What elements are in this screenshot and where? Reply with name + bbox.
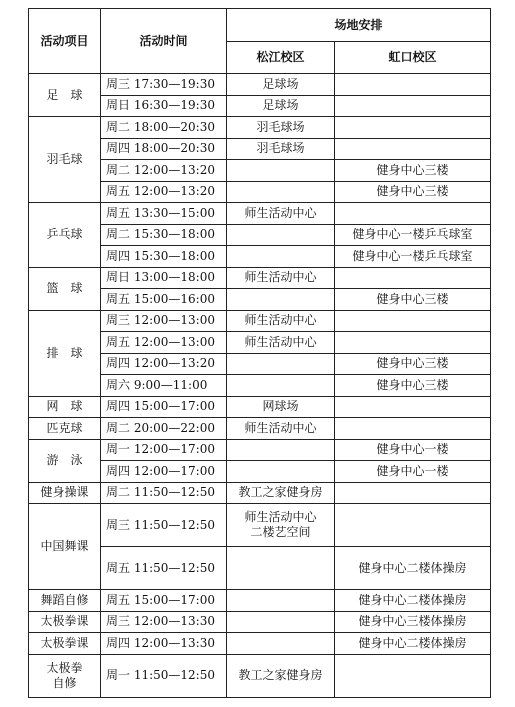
time-cell: 周四 15:00—17:00 (101, 396, 227, 418)
songjiang-venue-cell: 足球场 (227, 74, 335, 96)
songjiang-venue-cell (227, 289, 335, 311)
songjiang-venue-cell: 网球场 (227, 396, 335, 418)
songjiang-venue-cell: 羽毛球场 (227, 138, 335, 160)
time-cell: 周四 12:00—17:00 (101, 461, 227, 483)
time-cell: 周五 13:30—15:00 (101, 203, 227, 225)
hongkou-venue-cell (335, 396, 491, 418)
songjiang-venue-cell: 师生活动中心 二楼艺空间 (227, 504, 335, 547)
time-cell: 周三 17:30—19:30 (101, 74, 227, 96)
songjiang-venue-cell (227, 439, 335, 461)
hongkou-venue-cell: 健身中心一楼乒乓球室 (335, 224, 491, 246)
activity-cell: 健身操课 (29, 482, 101, 504)
hongkou-venue-cell: 健身中心三楼 (335, 160, 491, 182)
hongkou-venue-cell (335, 138, 491, 160)
table-row (29, 590, 491, 612)
table-row (29, 74, 491, 96)
header-time: 活动时间 (101, 9, 227, 74)
time-cell: 周二 15:30—18:00 (101, 224, 227, 246)
table-row (29, 203, 491, 225)
songjiang-venue-cell: 羽毛球场 (227, 117, 335, 139)
time-cell: 周日 16:30—19:30 (101, 95, 227, 117)
songjiang-venue-cell (227, 375, 335, 397)
hongkou-venue-cell (335, 117, 491, 139)
songjiang-venue-cell (227, 547, 335, 590)
time-cell: 周二 20:00—22:00 (101, 418, 227, 440)
hongkou-venue-cell (335, 95, 491, 117)
hongkou-venue-cell: 健身中心三楼 (335, 181, 491, 203)
activity-schedule-table (28, 8, 491, 698)
table-row (29, 611, 491, 633)
time-cell: 周三 11:50—12:50 (101, 504, 227, 547)
activity-cell: 匹克球 (29, 418, 101, 440)
time-cell: 周二 12:00—13:20 (101, 160, 227, 182)
songjiang-venue-cell (227, 224, 335, 246)
table-row (29, 117, 491, 139)
hongkou-venue-cell (335, 504, 491, 547)
header-campus-songjiang: 松江校区 (227, 42, 335, 74)
songjiang-venue-cell: 足球场 (227, 95, 335, 117)
activity-cell: 篮 球 (29, 267, 101, 310)
hongkou-venue-cell: 健身中心二楼体操房 (335, 633, 491, 655)
songjiang-venue-cell: 教工之家健身房 (227, 654, 335, 697)
time-cell: 周六 9:00—11:00 (101, 375, 227, 397)
songjiang-venue-cell: 师生活动中心 (227, 418, 335, 440)
hongkou-venue-cell: 健身中心一楼乒乓球室 (335, 246, 491, 268)
time-cell: 周三 12:00—13:00 (101, 310, 227, 332)
header-row-1 (29, 9, 491, 42)
activity-cell: 游 泳 (29, 439, 101, 482)
time-cell: 周四 12:00—13:20 (101, 353, 227, 375)
time-cell: 周三 12:00—13:30 (101, 611, 227, 633)
songjiang-venue-cell: 师生活动中心 (227, 310, 335, 332)
activity-cell: 舞蹈自修 (29, 590, 101, 612)
time-cell: 周二 18:00—20:30 (101, 117, 227, 139)
songjiang-venue-cell (227, 160, 335, 182)
table-row (29, 633, 491, 655)
hongkou-venue-cell (335, 482, 491, 504)
songjiang-venue-cell (227, 590, 335, 612)
activity-cell: 乒乓球 (29, 203, 101, 268)
time-cell: 周二 11:50—12:50 (101, 482, 227, 504)
table-row (29, 482, 491, 504)
hongkou-venue-cell: 健身中心一楼 (335, 439, 491, 461)
songjiang-venue-cell (227, 611, 335, 633)
hongkou-venue-cell (335, 310, 491, 332)
table-row (29, 267, 491, 289)
hongkou-venue-cell (335, 654, 491, 697)
activity-cell: 网 球 (29, 396, 101, 418)
hongkou-venue-cell: 健身中心二楼体操房 (335, 590, 491, 612)
time-cell: 周一 11:50—12:50 (101, 654, 227, 697)
activity-cell: 太极拳课 (29, 633, 101, 655)
time-cell: 周五 15:00—16:00 (101, 289, 227, 311)
header-activity: 活动项目 (29, 9, 101, 74)
header-venue: 场地安排 (227, 9, 491, 42)
songjiang-venue-cell (227, 246, 335, 268)
activity-cell: 太极拳课 (29, 611, 101, 633)
hongkou-venue-cell: 健身中心一楼 (335, 461, 491, 483)
hongkou-venue-cell (335, 332, 491, 354)
songjiang-venue-cell (227, 633, 335, 655)
songjiang-venue-cell (227, 461, 335, 483)
activity-cell: 足 球 (29, 74, 101, 117)
hongkou-venue-cell (335, 74, 491, 96)
hongkou-venue-cell: 健身中心三楼 (335, 289, 491, 311)
activity-cell: 羽毛球 (29, 117, 101, 203)
time-cell: 周一 12:00—17:00 (101, 439, 227, 461)
time-cell: 周四 18:00—20:30 (101, 138, 227, 160)
time-cell: 周四 15:30—18:00 (101, 246, 227, 268)
hongkou-venue-cell (335, 418, 491, 440)
songjiang-venue-cell (227, 181, 335, 203)
songjiang-venue-cell: 师生活动中心 (227, 267, 335, 289)
table-row (29, 418, 491, 440)
songjiang-venue-cell: 师生活动中心 (227, 203, 335, 225)
activity-cell: 中国舞课 (29, 504, 101, 590)
time-cell: 周五 12:00—13:20 (101, 181, 227, 203)
table-row (29, 504, 491, 547)
header-campus-hongkou: 虹口校区 (335, 42, 491, 74)
hongkou-venue-cell: 健身中心三楼 (335, 353, 491, 375)
activity-cell: 排 球 (29, 310, 101, 396)
table-row (29, 310, 491, 332)
time-cell: 周日 13:00—18:00 (101, 267, 227, 289)
time-cell: 周五 12:00—13:00 (101, 332, 227, 354)
table-row (29, 439, 491, 461)
time-cell: 周四 12:00—13:30 (101, 633, 227, 655)
hongkou-venue-cell: 健身中心三楼体操房 (335, 611, 491, 633)
hongkou-venue-cell (335, 203, 491, 225)
songjiang-venue-cell (227, 353, 335, 375)
table-row (29, 396, 491, 418)
hongkou-venue-cell: 健身中心二楼体操房 (335, 547, 491, 590)
songjiang-venue-cell: 师生活动中心 (227, 332, 335, 354)
schedule-body (29, 74, 491, 698)
time-cell: 周五 11:50—12:50 (101, 547, 227, 590)
activity-cell: 太极拳 自修 (29, 654, 101, 697)
songjiang-venue-cell: 教工之家健身房 (227, 482, 335, 504)
time-cell: 周五 15:00—17:00 (101, 590, 227, 612)
hongkou-venue-cell: 健身中心三楼 (335, 375, 491, 397)
hongkou-venue-cell (335, 267, 491, 289)
table-row (29, 654, 491, 697)
